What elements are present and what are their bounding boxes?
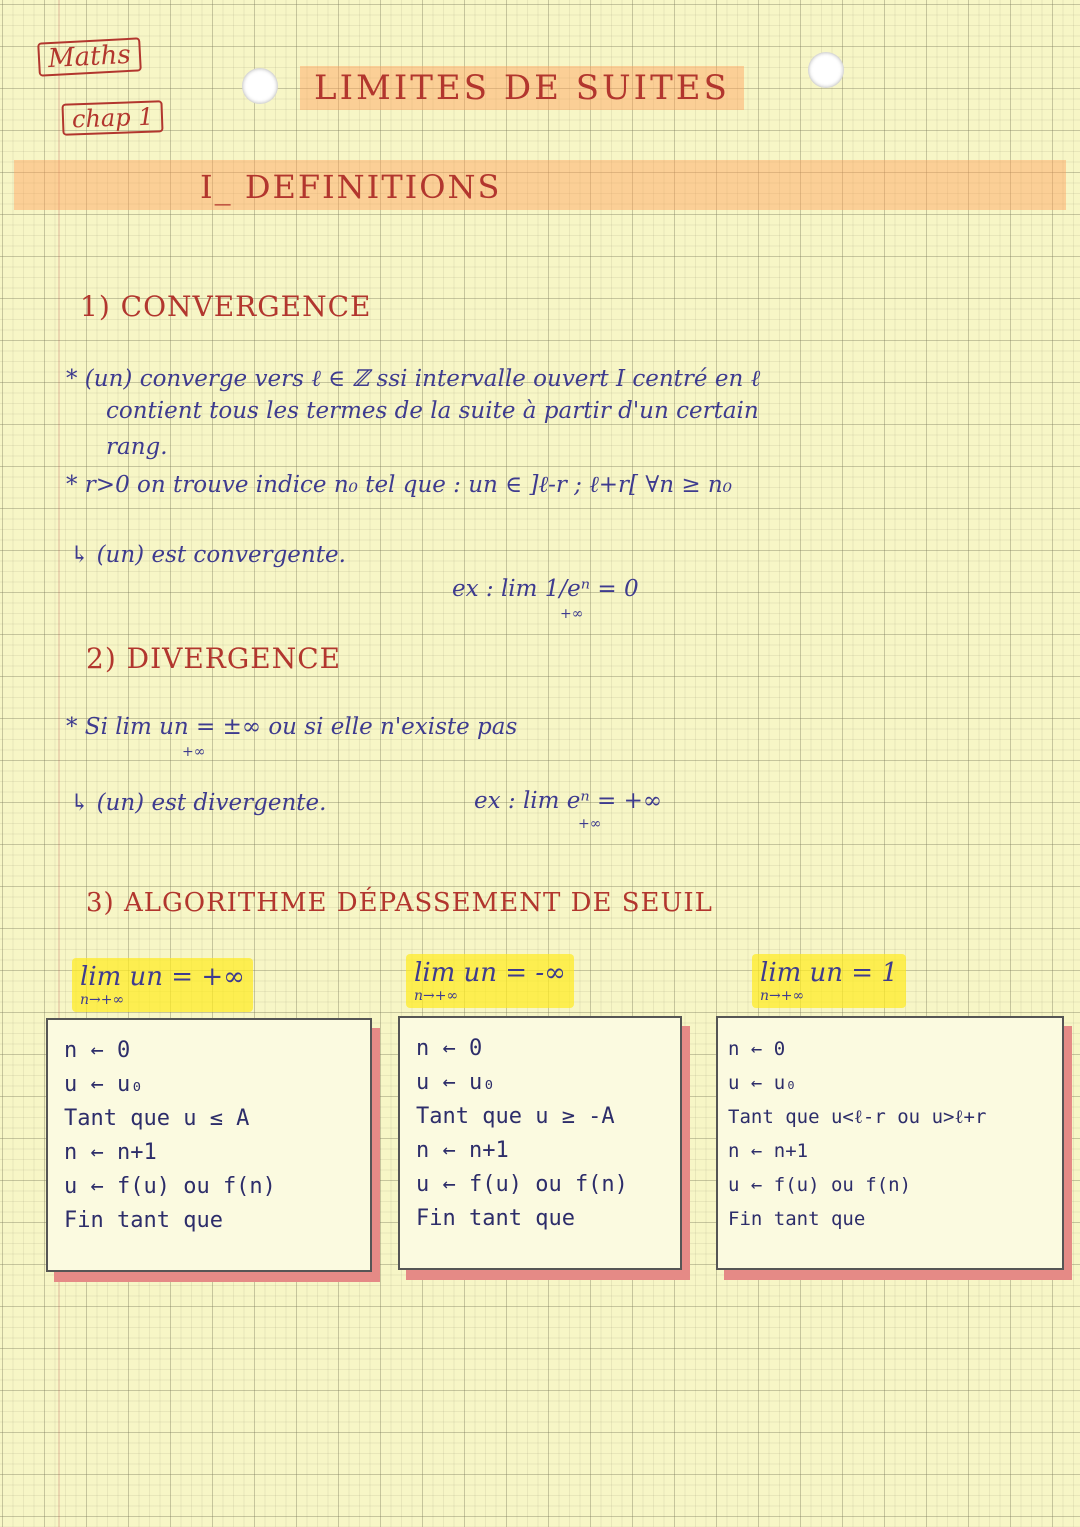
part-title: I_ DEFINITIONS: [200, 168, 502, 206]
convergence-example-sub: +∞: [560, 606, 584, 622]
case-3-label: [752, 954, 906, 1008]
page-title: LIMITES DE SUITES: [300, 66, 744, 110]
case-3-limit: lim un = 1: [760, 958, 898, 988]
case-2-line-6: Fin tant que: [416, 1206, 575, 1231]
algorithm-box-1: [46, 1018, 372, 1272]
case-1-label: [72, 958, 253, 1012]
case-3-sub: n→+∞: [760, 988, 805, 1004]
case-3-line-3: Tant que u<ℓ-r ou u>ℓ+r: [728, 1106, 987, 1128]
case-1-line-4: n ← n+1: [64, 1140, 157, 1165]
divergence-example: ex : lim eⁿ = +∞: [474, 788, 663, 814]
convergence-example: ex : lim 1/eⁿ = 0: [452, 576, 639, 602]
convergence-line-2: contient tous les termes de la suite à partir d'un certain: [106, 398, 759, 424]
convergence-line-4: * r>0 on trouve indice n₀ tel que : un ∈ ]ℓ-r ; ℓ+r[ ∀n ≥ n₀: [66, 472, 732, 498]
case-2-line-3: Tant que u ≥ -A: [416, 1104, 615, 1129]
divergence-heading: 2) DIVERGENCE: [86, 642, 342, 675]
case-3-line-6: Fin tant que: [728, 1208, 866, 1230]
subject-tag: Maths: [37, 37, 141, 76]
case-1-sub: n→+∞: [80, 992, 125, 1008]
case-3-line-5: u ← f(u) ou f(n): [728, 1174, 912, 1196]
case-2-label: [406, 954, 574, 1008]
case-2-limit: lim un = -∞: [414, 958, 566, 988]
convergence-heading: 1) CONVERGENCE: [80, 290, 372, 323]
algorithm-heading: 3) ALGORITHME DÉPASSEMENT DE SEUIL: [86, 888, 713, 918]
chapter-tag: chap 1: [61, 100, 164, 136]
punch-hole-left: [242, 68, 278, 104]
case-1-limit: lim un = +∞: [80, 962, 245, 992]
case-2-line-5: u ← f(u) ou f(n): [416, 1172, 628, 1197]
case-2-sub: n→+∞: [414, 988, 459, 1004]
margin-line: [58, 0, 60, 1527]
case-2-line-2: u ← u₀: [416, 1070, 496, 1095]
case-1-line-6: Fin tant que: [64, 1208, 223, 1233]
punch-hole-right: [808, 52, 844, 88]
convergence-line-3: rang.: [106, 434, 168, 460]
algorithm-box-3: [716, 1016, 1064, 1270]
algorithm-box-2: [398, 1016, 682, 1270]
case-1-line-1: n ← 0: [64, 1038, 131, 1063]
case-3-line-1: n ← 0: [728, 1038, 786, 1060]
case-3-line-4: n ← n+1: [728, 1140, 809, 1162]
divergence-conclusion: ↳ (un) est divergente.: [70, 790, 327, 816]
divergence-line-1: * Si lim un = ±∞ ou si elle n'existe pas: [66, 714, 518, 740]
case-3-line-2: u ← u₀: [728, 1072, 797, 1094]
case-2-line-4: n ← n+1: [416, 1138, 509, 1163]
convergence-conclusion: ↳ (un) est convergente.: [70, 542, 346, 568]
divergence-line-1-sub: +∞: [182, 744, 206, 760]
case-1-line-2: u ← u₀: [64, 1072, 144, 1097]
case-2-line-1: n ← 0: [416, 1036, 483, 1061]
divergence-example-sub: +∞: [578, 816, 602, 832]
case-1-line-3: Tant que u ≤ A: [64, 1106, 250, 1131]
part-banner: [14, 160, 1066, 210]
case-1-line-5: u ← f(u) ou f(n): [64, 1174, 276, 1199]
convergence-line-1: * (un) converge vers ℓ ∈ ℤ ssi intervalle ouvert I centré en ℓ: [66, 366, 761, 392]
